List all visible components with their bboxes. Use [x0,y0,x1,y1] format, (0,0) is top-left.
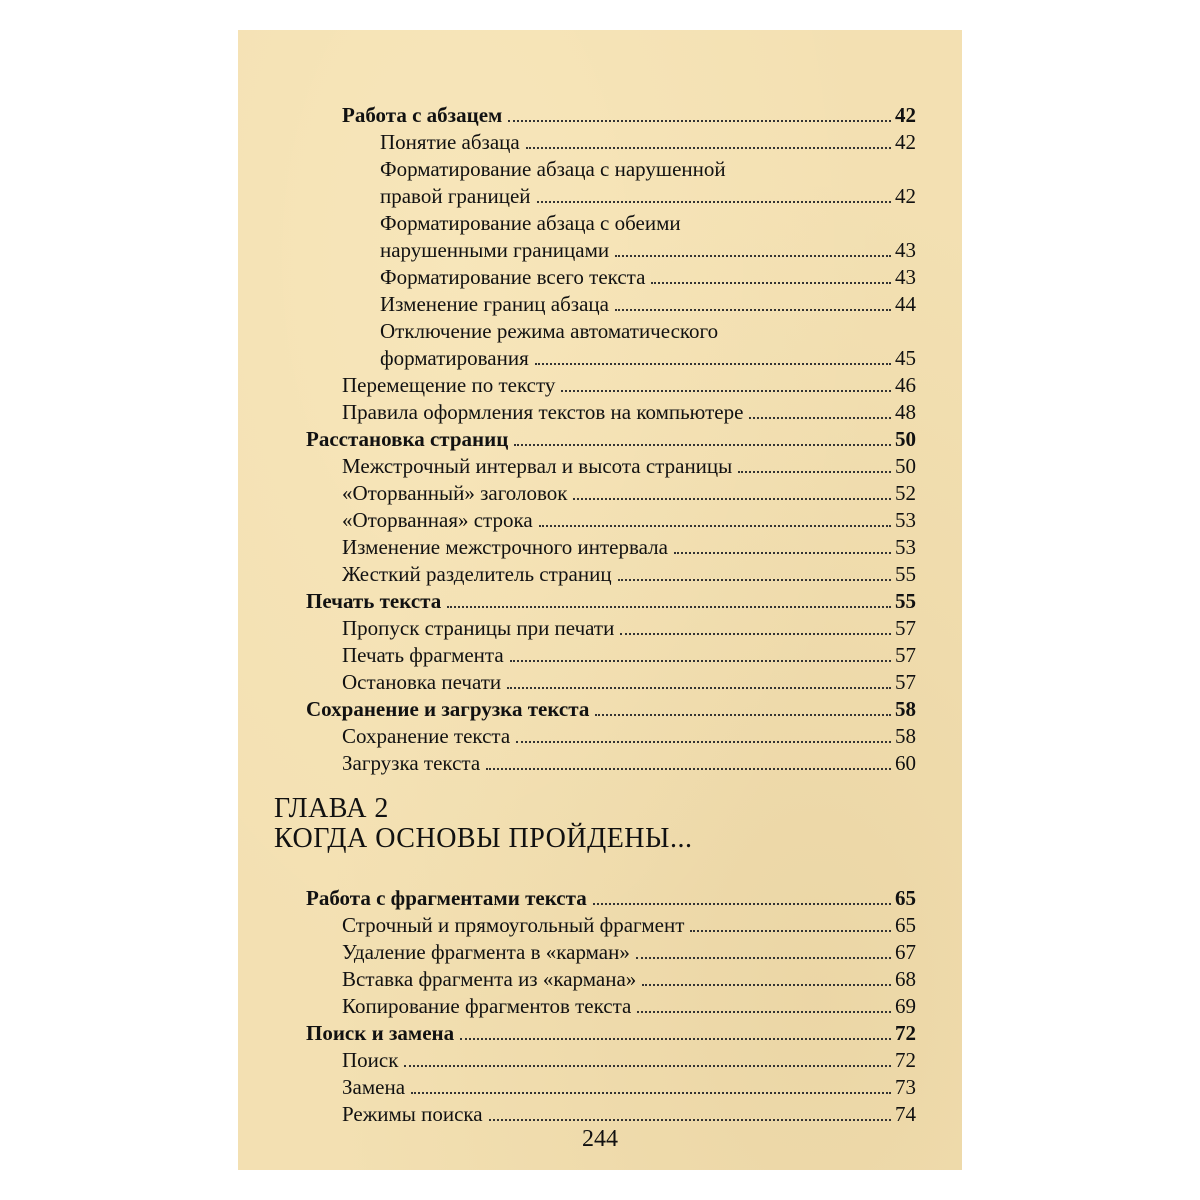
toc-entry-page: 60 [895,751,916,775]
toc-entry-title: Поиск [342,1048,399,1072]
toc-entry-page: 46 [895,373,916,397]
dot-leader [535,363,891,365]
toc-entry [380,237,916,263]
toc-entry-title-line: Форматирование абзаца с нарушенной [380,157,726,181]
toc-entry [342,507,916,533]
toc-entry-title: Правила оформления текстов на компьютере [342,400,744,424]
toc-entry-title: Межстрочный интервал и высота страницы [342,454,733,478]
dot-leader [636,957,891,959]
toc-entry-title: «Оторванная» строка [342,508,533,532]
toc-entry-page: 57 [895,616,916,640]
toc-entry-page: 48 [895,400,916,424]
toc-entry-page: 72 [895,1048,916,1072]
dot-leader [642,984,891,986]
dot-leader [651,282,891,284]
toc-entry-title: Работа с фрагментами текста [306,886,587,910]
toc-entry-page: 42 [895,130,916,154]
toc-entry-page: 67 [895,940,916,964]
toc-entry-page: 73 [895,1075,916,1099]
toc-entry-title: Вставка фрагмента из «кармана» [342,967,637,991]
dot-leader [620,633,891,635]
dot-leader [508,120,891,122]
dot-leader [514,444,891,446]
toc-entry [342,1047,916,1073]
dot-leader [615,255,891,257]
toc-entry-title: Понятие абзаца [380,130,520,154]
toc-entry [306,696,916,722]
toc-entry-title: форматирования [380,346,529,370]
toc-entry [380,345,916,371]
toc-entry [306,1020,916,1046]
dot-leader [404,1065,891,1067]
dot-leader [489,1119,891,1121]
dot-leader [749,417,891,419]
toc-entry [342,534,916,560]
toc-entry [380,264,916,290]
toc-entry [342,723,916,749]
toc-entry-page: 44 [895,292,916,316]
toc-entry-title: Работа с абзацем [342,103,503,127]
dot-leader [618,579,891,581]
dot-leader [507,687,891,689]
toc-entry-page: 50 [895,427,916,451]
toc-entry-page: 43 [895,238,916,262]
dot-leader [460,1038,891,1040]
dot-leader [615,309,891,311]
toc-entry-title: «Оторванный» заголовок [342,481,568,505]
toc-entry-title: Форматирование всего текста [380,265,646,289]
toc-entry-page: 65 [895,913,916,937]
toc-entry [306,426,916,452]
book-page [238,30,962,1170]
dot-leader [537,201,891,203]
chapter-label: ГЛАВА 2 [274,793,389,824]
toc-entry-title: Строчный и прямоугольный фрагмент [342,913,685,937]
toc-entry-title: Загрузка текста [342,751,481,775]
dot-leader [561,390,891,392]
dot-leader [674,552,891,554]
toc-entry-page: 74 [895,1102,916,1126]
toc-entry-title: нарушенными границами [380,238,610,262]
toc-entry-page: 45 [895,346,916,370]
toc-entry-title: Копирование фрагментов текста [342,994,632,1018]
toc-entry [342,993,916,1019]
dot-leader [573,498,891,500]
dot-leader [526,147,891,149]
toc-entry-page: 55 [895,562,916,586]
toc-entry-title-line: Форматирование абзаца с обеими [380,211,681,235]
toc-entry-title: Сохранение текста [342,724,511,748]
toc-entry-page: 53 [895,535,916,559]
toc-entry-title: Расстановка страниц [306,427,509,451]
toc-entry [306,885,916,911]
toc-entry [342,372,916,398]
toc-entry [380,183,916,209]
toc-entry [342,750,916,776]
dot-leader [486,768,891,770]
dot-leader [690,930,891,932]
toc-entry [342,102,916,128]
toc-entry-title: Пропуск страницы при печати [342,616,615,640]
toc-entry-title: Остановка печати [342,670,502,694]
toc-entry-page: 58 [895,697,916,721]
toc-entry-page: 53 [895,508,916,532]
chapter-title: КОГДА ОСНОВЫ ПРОЙДЕНЫ... [274,823,693,854]
toc-entry [342,642,916,668]
toc-entry [380,291,916,317]
toc-entry-title: Замена [342,1075,406,1099]
page-number: 244 [582,1126,618,1152]
toc-entry [342,939,916,965]
dot-leader [595,714,891,716]
toc-entry-title: Поиск и замена [306,1021,455,1045]
toc-entry [342,966,916,992]
dot-leader [738,471,891,473]
toc-entry-page: 57 [895,670,916,694]
toc-entry-page: 52 [895,481,916,505]
dot-leader [411,1092,891,1094]
toc-entry [342,1074,916,1100]
toc-entry-title: Перемещение по тексту [342,373,556,397]
dot-leader [510,660,891,662]
toc-entry-title: Режимы поиска [342,1102,483,1126]
toc-entry-page: 55 [895,589,916,613]
toc-entry [342,453,916,479]
toc-entry [342,615,916,641]
toc-entry-title: Печать фрагмента [342,643,504,667]
toc-entry-page: 42 [895,103,916,127]
toc-entry-page: 68 [895,967,916,991]
toc-entry [342,480,916,506]
toc-entry [342,669,916,695]
dot-leader [637,1011,891,1013]
toc-entry-page: 43 [895,265,916,289]
toc-entry-title: Изменение межстрочного интервала [342,535,668,559]
toc-entry [342,1101,916,1127]
toc-entry-page: 42 [895,184,916,208]
toc-entry [342,561,916,587]
dot-leader [447,606,891,608]
toc-entry-page: 58 [895,724,916,748]
toc-entry-page: 69 [895,994,916,1018]
dot-leader [593,903,891,905]
toc-entry-page: 50 [895,454,916,478]
toc-entry [306,588,916,614]
toc-entry [342,912,916,938]
toc-entry-title-line: Отключение режима автоматического [380,319,719,343]
dot-leader [516,741,891,743]
toc-entry-title: Печать текста [306,589,442,613]
toc-entry [342,399,916,425]
toc-entry-page: 57 [895,643,916,667]
toc-entry-page: 65 [895,886,916,910]
toc-entry-title: Жесткий разделитель страниц [342,562,612,586]
toc-entry [380,129,916,155]
toc-entry-title: Изменение границ абзаца [380,292,609,316]
dot-leader [539,525,891,527]
toc-entry-title: Сохранение и загрузка текста [306,697,590,721]
toc-entry-title: правой границей [380,184,531,208]
toc-entry-page: 72 [895,1021,916,1045]
toc-entry-title: Удаление фрагмента в «карман» [342,940,630,964]
